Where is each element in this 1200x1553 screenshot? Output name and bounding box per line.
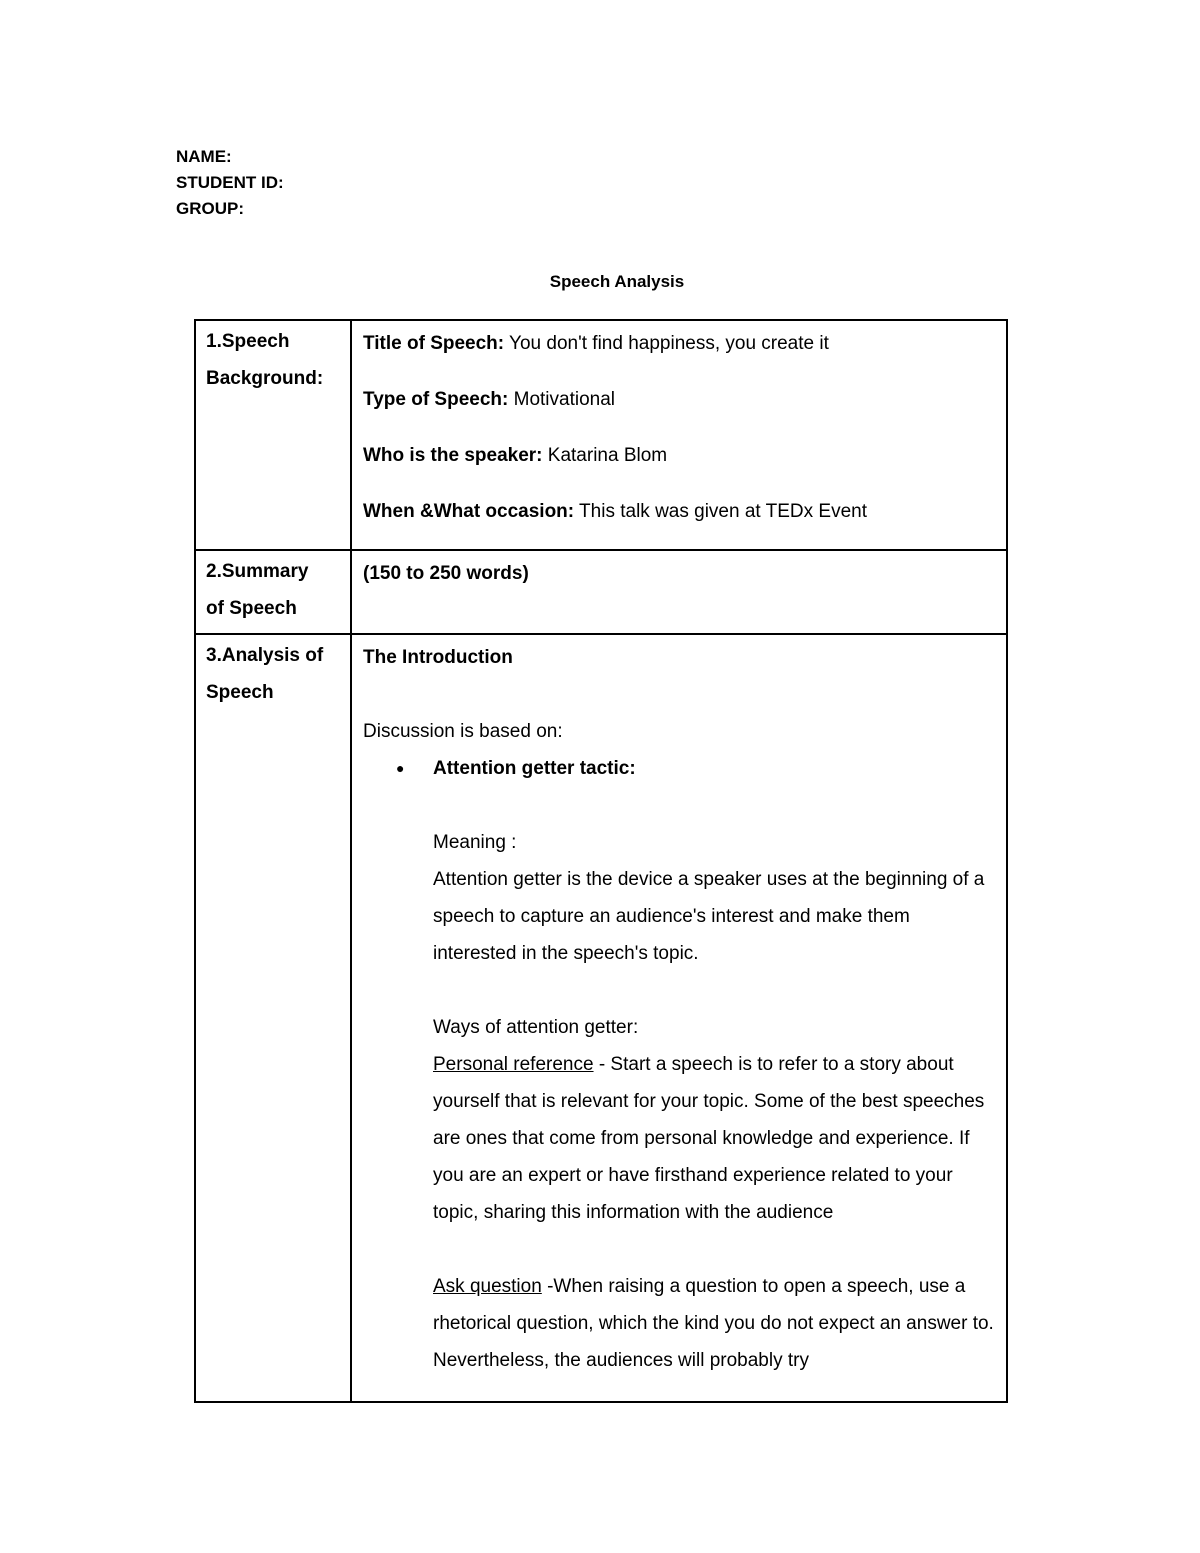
field-label: When &What occasion: xyxy=(363,501,575,522)
personal-reference-text: - Start a speech is to refer to a story about yourself that is relevant for your topic. Some of the best speeches are ones that come from personal knowledge and experience. If you are an expert or have firsthand experience related to your topic, sharing this information with the audience xyxy=(433,1054,985,1223)
background-content-cell xyxy=(351,320,1007,550)
label-line: 2.Summary xyxy=(206,561,309,582)
row-label-summary xyxy=(195,550,351,634)
bullet-icon: ● xyxy=(396,760,405,776)
field-label: Type of Speech: xyxy=(363,389,509,410)
field-label: Title of Speech: xyxy=(363,333,505,354)
ask-question-text: -When raising a question to open a speech, use a rhetorical question, which the kind you do not expect an answer to. Nevertheless, the audiences will probably try xyxy=(433,1276,994,1371)
row-label-analysis xyxy=(195,634,351,1402)
label-line: Background: xyxy=(206,368,324,389)
speech-type-line xyxy=(363,381,998,418)
personal-reference-term: Personal reference xyxy=(433,1054,594,1075)
table-row-analysis xyxy=(195,634,1007,1402)
row-label-background xyxy=(195,320,351,550)
label-line: 1.Speech xyxy=(206,331,290,352)
speech-title-line xyxy=(363,325,998,362)
intro-heading: The Introduction xyxy=(363,647,513,668)
field-value: You don't find happiness, you create it xyxy=(504,333,829,354)
list-item xyxy=(363,750,998,787)
bullet-heading: Attention getter tactic: xyxy=(433,758,636,779)
summary-content-cell xyxy=(351,550,1007,634)
ask-question-paragraph xyxy=(363,1268,998,1379)
label-line: 3.Analysis of xyxy=(206,645,324,666)
label-line: Speech xyxy=(206,682,274,703)
student-info-header xyxy=(176,144,284,222)
field-value: Katarina Blom xyxy=(542,445,668,466)
student-id-label: STUDENT ID: xyxy=(176,173,284,192)
analysis-content-cell xyxy=(351,634,1007,1402)
speaker-line xyxy=(363,437,998,474)
speech-analysis-table xyxy=(194,319,1008,1403)
personal-reference-paragraph xyxy=(363,1046,998,1231)
label-line: of Speech xyxy=(206,598,297,619)
field-label: Who is the speaker: xyxy=(363,445,543,466)
discussion-text: Discussion is based on: xyxy=(363,721,563,742)
table-row-summary xyxy=(195,550,1007,634)
group-label: GROUP: xyxy=(176,199,244,218)
document-title: Speech Analysis xyxy=(549,272,685,291)
name-label: NAME: xyxy=(176,147,232,166)
table-row-background xyxy=(195,320,1007,550)
ask-question-term: Ask question xyxy=(433,1276,542,1297)
meaning-text: Attention getter is the device a speaker uses at the beginning of a speech to capture an audience's interest and make them interested in the speech's topic. xyxy=(433,869,985,964)
field-value: Motivational xyxy=(508,389,616,410)
ways-label: Ways of attention getter: xyxy=(433,1017,639,1038)
field-value: This talk was given at TEDx Event xyxy=(574,501,867,522)
occasion-line xyxy=(363,493,998,530)
word-range-text: (150 to 250 words) xyxy=(363,563,529,584)
meaning-label: Meaning : xyxy=(433,832,517,853)
